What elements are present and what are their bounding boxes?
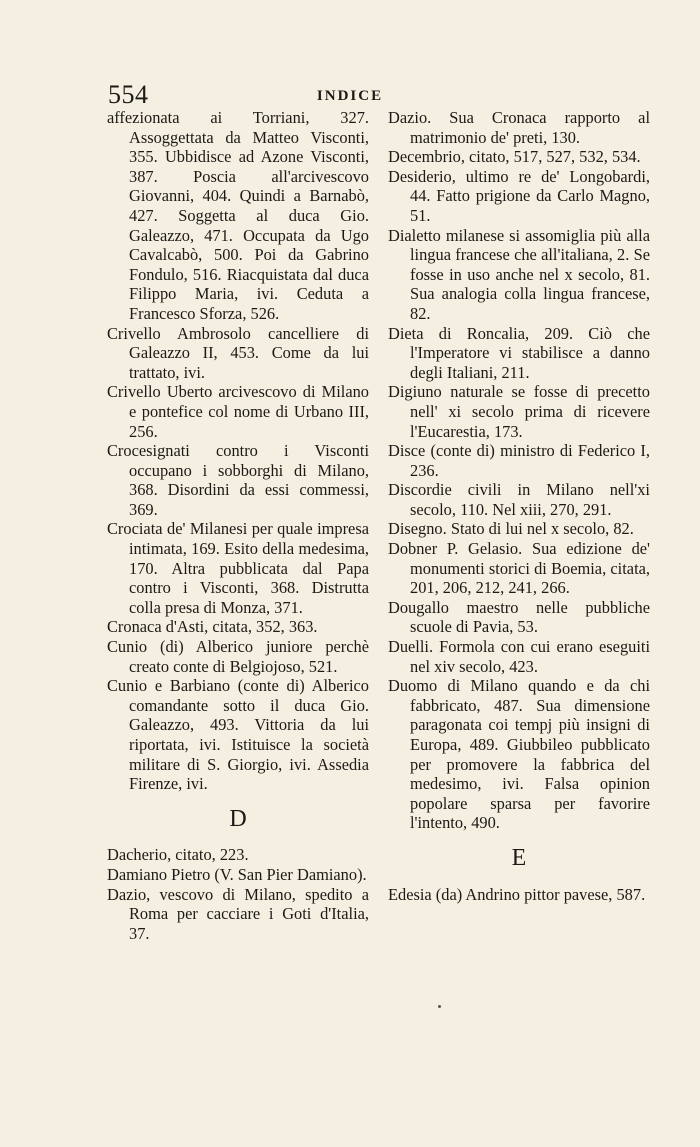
section-letter-heading: E <box>511 844 527 871</box>
index-entry: Cunio e Barbiano (conte di) Alberico comandante sotto il duca Gio. Galeazzo, 493. Vittoria da lui riportata, ivi. Istituisce la società militare di S. Giorgio, ivi. Assedia Firenze, ivi. <box>107 676 369 794</box>
index-entry: Duomo di Milano quando e da chi fabbricato, 487. Sua dimensione paragonata coi tempj più insigni di Europa, 489. Giubbileo pubblicato per promovere la fabbrica del medesimo, ivi. Falsa opinion popolare sparsa per favorire l'intento, 490. <box>388 676 650 833</box>
index-entry: Crociata de' Milanesi per quale impresa intimata, 169. Esito della medesima, 170. Altra pubblicata dal Papa contro i Visconti, 368. Distrutta colla presa di Monza, 371. <box>107 519 369 617</box>
index-entry: Dacherio, citato, 223. <box>107 845 249 865</box>
index-entry: Duelli. Formola con cui erano eseguiti nel xiv secolo, 423. <box>388 637 650 676</box>
index-entry: Damiano Pietro (V. San Pier Damiano). <box>107 864 367 884</box>
index-entry: Desiderio, ultimo re de' Longobardi, 44. Fatto prigione da Carlo Magno, 51. <box>388 166 650 225</box>
page-number: 554 <box>108 80 149 109</box>
index-entry: Crocesignati contro i Visconti occupano i sobborghi di Milano, 368. Disordini da essi commessi, 369. <box>107 441 369 519</box>
running-head: INDICE <box>316 88 384 104</box>
index-entry: Dougallo maestro nelle pubbliche scuole di Pavia, 53. <box>388 597 650 637</box>
index-entry: Dazio. Sua Cronaca rapporto al matrimonio de' preti, 130. <box>388 108 650 147</box>
index-column-left <box>107 108 369 943</box>
section-letter-heading: D <box>229 805 247 832</box>
index-column-right <box>388 108 650 904</box>
index-entry: Disegno. Stato di lui nel x secolo, 82. <box>388 519 634 539</box>
index-entry: affezionata ai Torriani, 327. Assoggettata da Matteo Visconti, 355. Ubbidisce ad Azone Visconti, 387. Poscia all'arcivescovo Giovanni, 404. Quindi a Barnabò, 427. Soggetta al duca Gio. Galeazzo, 471. Occupata da Ugo Cavalcabò, 500. Poi da Gabrino Fondulo, 516. Riacquistata dal duca Filippo Maria, ivi. Ceduta a Francesco Sforza, 526. <box>107 108 369 323</box>
index-entry: Dialetto milanese si assomiglia più alla lingua francese che all'italiana, 2. Se fosse in uso anche nel x secolo, 81. Sua analogia colla lingua francese, 82. <box>388 225 650 323</box>
index-entry: Cunio (di) Alberico juniore perchè creato conte di Belgiojoso, 521. <box>107 637 369 676</box>
index-entry: Discordie civili in Milano nell'xi secolo, 110. Nel xiii, 270, 291. <box>388 480 650 519</box>
print-dot-ornament <box>438 1005 441 1008</box>
index-entry: Dieta di Roncalia, 209. Ciò che l'Imperatore vi stabilisce a danno degli Italiani, 211. <box>388 323 650 382</box>
index-entry: Dobner P. Gelasio. Sua edizione de' monumenti storici di Boemia, citata, 201, 206, 212, 241, 266. <box>388 539 650 598</box>
index-entry: Cronaca d'Asti, citata, 352, 363. <box>107 617 318 637</box>
index-entry: Digiuno naturale se fosse di precetto nell' xi secolo prima di ricevere l'Eucarestia, 173. <box>388 382 650 441</box>
index-entry: Dazio, vescovo di Milano, spedito a Roma per cacciare i Goti d'Italia, 37. <box>107 884 369 943</box>
index-entry: Edesia (da) Andrino pittor pavese, 587. <box>388 884 646 904</box>
index-entry: Decembrio, citato, 517, 527, 532, 534. <box>388 147 641 167</box>
index-entry: Crivello Uberto arcivescovo di Milano e pontefice col nome di Urbano III, 256. <box>107 382 369 441</box>
index-entry: Crivello Ambrosolo cancelliere di Galeazzo II, 453. Come da lui trattato, ivi. <box>107 323 369 382</box>
index-entry: Disce (conte di) ministro di Federico I, 236. <box>388 441 650 480</box>
